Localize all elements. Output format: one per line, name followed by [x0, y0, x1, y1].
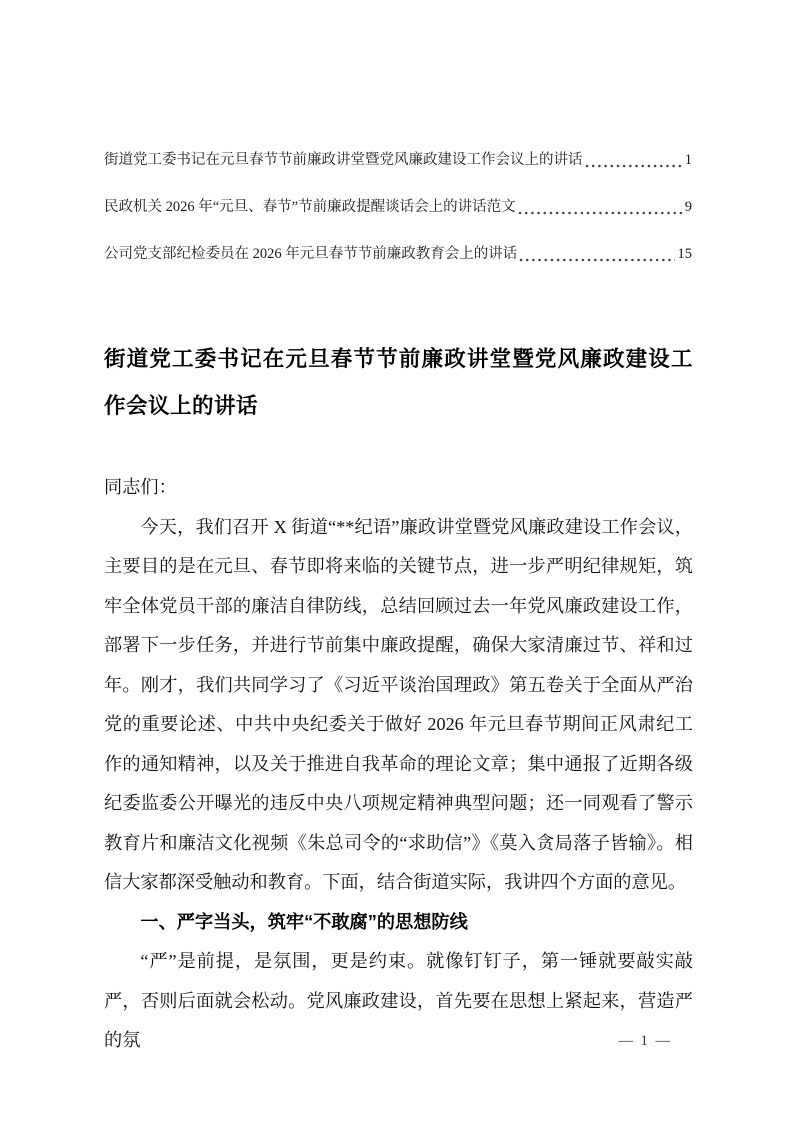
toc-page-number: 9	[684, 199, 692, 215]
article-body	[104, 468, 693, 1061]
toc-page-number: 1	[684, 152, 692, 168]
article-title: 街道党工委书记在元旦春节节前廉政讲堂暨党风廉政建设工作会议上的讲话	[104, 347, 693, 419]
greeting-line: 同志们：	[104, 477, 177, 497]
toc-dot-leader	[518, 197, 682, 218]
toc-entry-title: 公司党支部纪检委员在 2026 年元旦春节节前廉政教育会上的讲话	[104, 246, 518, 262]
toc-dot-leader	[519, 244, 674, 265]
toc-entry-title: 民政机关 2026 年“元旦、春节”节前廉政提醒谈话会上的讲话范文	[104, 199, 516, 215]
toc-entry-title: 街道党工委书记在元旦春节节前廉政讲堂暨党风廉政建设工作会议上的讲话	[104, 152, 583, 168]
footer-page-number: — 1 —	[618, 1033, 672, 1049]
section-heading-1: 一、严字当头，筑牢“不敢腐”的思想防线	[140, 911, 468, 932]
toc-dot-leader	[585, 150, 682, 171]
toc-entry-3[interactable]	[104, 244, 692, 265]
toc-entry-2[interactable]	[104, 197, 692, 218]
toc-page-number: 15	[677, 246, 692, 262]
table-of-contents	[104, 150, 692, 265]
toc-entry-1[interactable]	[104, 150, 692, 171]
body-paragraph-1: 今天，我们召开 X 街道“**纪语”廉政讲堂暨党风廉政建设工作会议，主要目的是在元旦、春节即将来临的关键节点，进一步严明纪律规矩，筑牢全体党员干部的廉洁自律防线，总结回顾过去一年党风廉政建设工作，部署下一步任务，并进行节前集中廉政提醒，确保大家清廉过节、祥和过年。刚才，我们共同学习了《习近平谈治国理政》第五卷关于全面从严治党的重要论述、中共中央纪委关于做好 2026 年元旦春节期间正风肃纪工作的通知精神，以及关于推进自我革命的理论文章；集中通报了近期各级纪委监委公开曝光的违反中央八项规定精神典型问题；还一同观看了警示教育片和廉洁文化视频《朱总司令的“求助信”》《莫入贪局落子皆输》。相信大家都深受触动和教育。下面，结合街道实际，我讲四个方面的意见。	[104, 516, 693, 892]
body-paragraph-2: “严”是前提，是氛围，更是约束。就像钉钉子，第一锤就要敲实敲严，否则后面就会松动。党风廉政建设，首先要在思想上紧起来，营造严的氛	[104, 951, 693, 1050]
